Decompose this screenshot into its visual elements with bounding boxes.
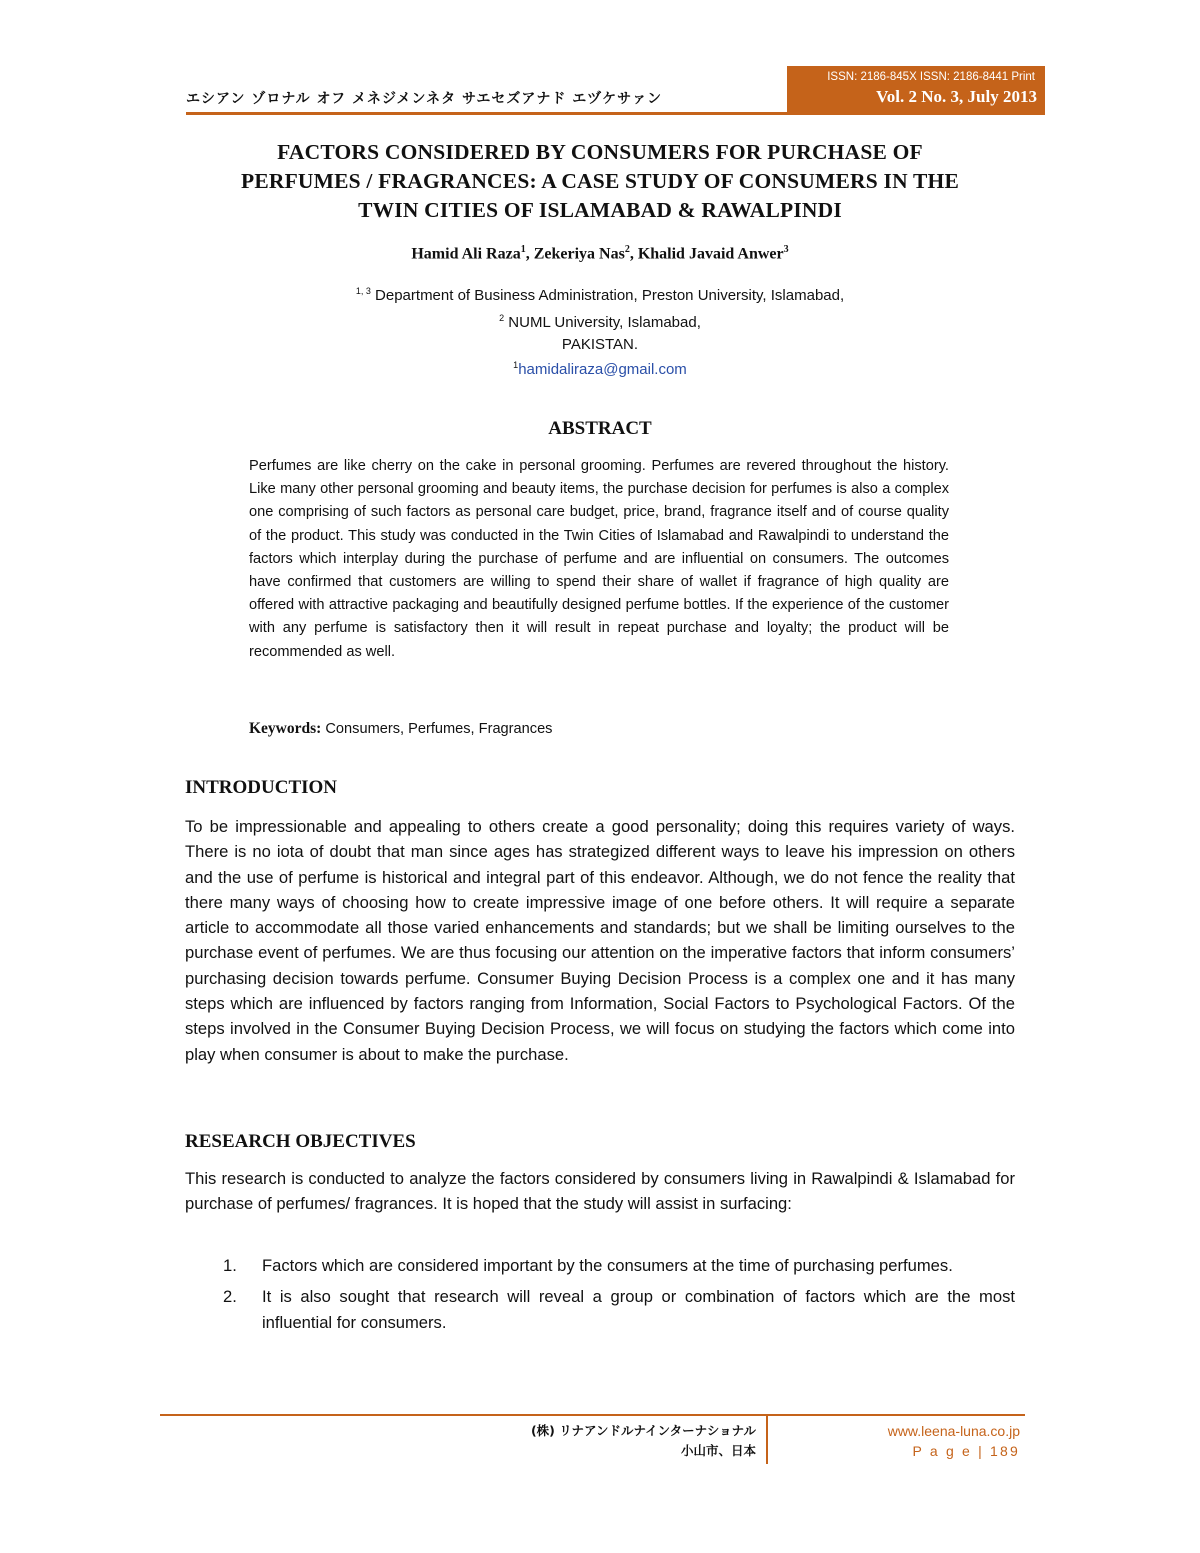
author-name: Zekeriya Nas: [533, 245, 625, 263]
volume-issue: Vol. 2 No. 3, July 2013: [876, 87, 1037, 106]
list-item-text: It is also sought that research will reveal a group or combination of factors which are the most influential for consumers.: [262, 1287, 1015, 1332]
website-link[interactable]: www.leena-luna.co.jp: [887, 1423, 1020, 1439]
objectives-text: This research is conducted to analyze the factors considered by consumers living in Rawalpindi & Islamabad for purchase of perfumes/ fragrances. It is hoped that the study will assist in surfacing:: [185, 1169, 1015, 1214]
journal-name: エシアン ゾロナル オフ メネジメンネタ サエセズアナド エヅケサァン: [186, 91, 663, 107]
affiliation-text: Department of Business Administration, Preston University, Islamabad,: [370, 287, 845, 304]
objectives-heading: RESEARCH OBJECTIVES: [185, 1131, 416, 1152]
header-divider: [186, 112, 1045, 115]
author-name: Hamid Ali Raza: [411, 245, 521, 263]
author-sep: ,: [525, 245, 534, 263]
list-item-number: 1.: [223, 1256, 237, 1275]
list-item-number: 2.: [223, 1287, 237, 1307]
author-sup: 1: [520, 244, 526, 255]
list-item-text: Factors which are considered important by the consumers at the time of purchasing perfumes.: [262, 1256, 953, 1275]
publisher-name: (株) リナアンドルナインターナショナル: [530, 1423, 756, 1438]
paper-title: [160, 138, 1040, 225]
introduction-heading: INTRODUCTION: [185, 777, 338, 798]
email-link[interactable]: hamidaliraza@gmail.com: [518, 361, 687, 378]
author-sup: 2: [624, 244, 630, 255]
author-list: [200, 244, 1000, 263]
title-line: FACTORS CONSIDERED BY CONSUMERS FOR PURCHASE OF: [277, 140, 923, 164]
affiliation-line: [200, 334, 1000, 356]
issue-box: [787, 66, 1045, 112]
email-sup: 1: [513, 360, 519, 370]
objectives-list: [185, 1253, 1015, 1341]
publisher-info: [440, 1421, 756, 1461]
list-item: [185, 1253, 1015, 1278]
title-line: TWIN CITIES OF ISLAMABAD & RAWALPINDI: [358, 198, 842, 222]
affiliation-text: PAKISTAN.: [561, 336, 639, 353]
issn: ISSN: 2186-845X ISSN: 2186-8441 Print: [827, 71, 1035, 83]
affiliation-text: NUML University, Islamabad,: [504, 314, 701, 331]
keywords-label: Keywords:: [249, 720, 322, 737]
abstract-text: Perfumes are like cherry on the cake in personal grooming. Perfumes are revered throughout the history. Like many other personal grooming and beauty items, the purchase decision for perfumes is also a complex one comprising of such factors as personal care budget, price, brand, fragrance itself and of course quality of the product. This study was conducted in the Twin Cities of Islamabad and Rawalpindi to understand the factors which interplay during the purchase of perfume and are influential on consumers. The outcomes have confirmed that customers are willing to spend their share of wallet if fragrance of high quality are offered with attractive packaging and beautifully designed perfume bottles. If the experience of the customer with any perfume is satisfactory then it will result in repeat purchase and loyalty; the product will be recommended as well.: [249, 458, 949, 660]
abstract-heading: ABSTRACT: [548, 418, 652, 439]
keywords-list: Consumers, Perfumes, Fragrances: [321, 721, 553, 737]
author-name: Khalid Javaid Anwer: [637, 245, 784, 263]
affiliation-line: [200, 280, 1000, 307]
page-number: P a g e | 189: [912, 1443, 1020, 1459]
author-sep: ,: [629, 245, 638, 263]
list-item: [185, 1284, 1015, 1335]
title-line: PERFUMES / FRAGRANCES: A CASE STUDY OF CONSUMERS IN THE: [240, 169, 959, 193]
author-email: [200, 360, 1000, 378]
publisher-location: 小山市、日本: [680, 1443, 756, 1458]
affiliation-sup: 2: [499, 313, 505, 323]
affiliation-sup: 1, 3: [355, 286, 371, 296]
footer-separator: [766, 1416, 768, 1464]
affiliation-line: [200, 307, 1000, 334]
author-sup: 3: [783, 244, 789, 255]
keywords: [249, 720, 949, 738]
footer-divider: [160, 1414, 1025, 1416]
affiliations: [200, 280, 1000, 356]
introduction-text: To be impressionable and appealing to others create a good personality; doing this requires variety of ways. There is no iota of doubt that man since ages has strategized different ways to leave his impression on others and the use of perfume is historical and integral part of this endeavor. Although, we do not fence the reality that there many ways of choosing how to create impressive image of one before others. It will require a separate article to accommodate all those varied enhancements and standards; but we shall be limiting ourselves to the purchase event of perfumes. We are thus focusing our attention on the imperative factors that inform consumers’ purchasing decision towards perfume. Consumer Buying Decision Process is a complex one and it has many steps which are influenced by factors ranging from Information, Social Factors to Psychological Factors. Of the steps involved in the Consumer Buying Decision Process, we will focus on studying the factors which come into play when consumer is about to make the purchase.: [185, 817, 1015, 1064]
footer-right: [780, 1421, 1020, 1461]
